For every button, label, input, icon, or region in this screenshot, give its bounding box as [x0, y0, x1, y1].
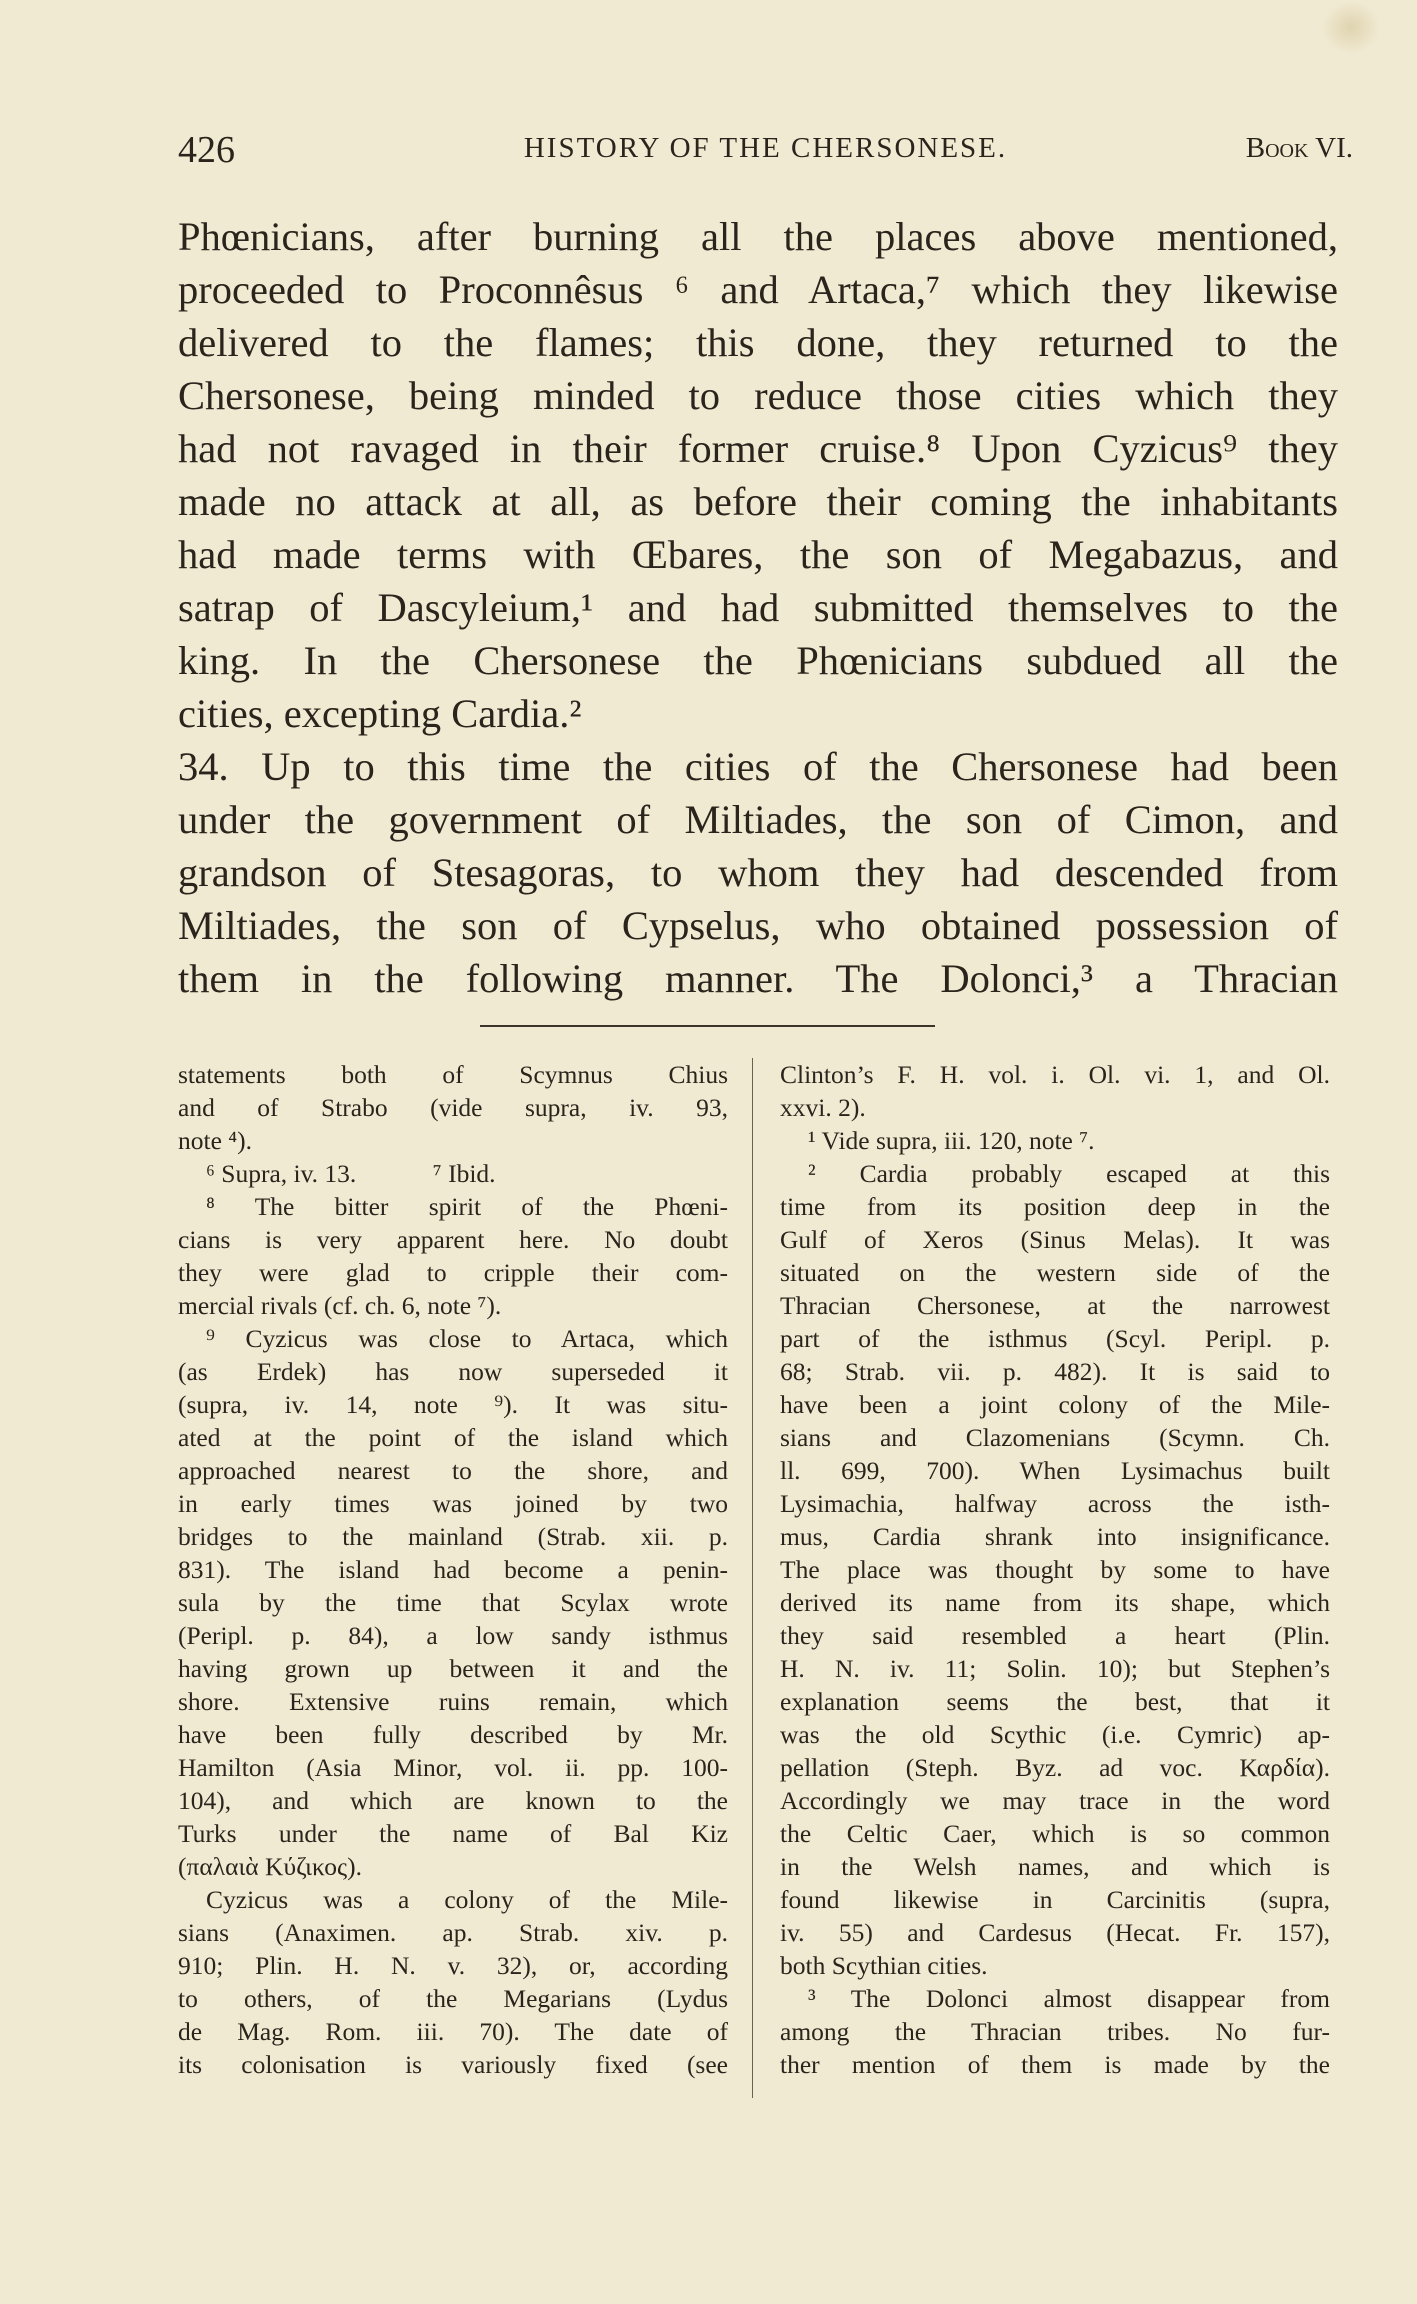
footnote-line: having grown up between it and the	[178, 1654, 728, 1683]
footnote-line: ² Cardia probably escaped at this	[808, 1159, 1330, 1188]
footnote-line: explanation seems the best, that it	[780, 1687, 1330, 1716]
footnote-line: found likewise in Carcinitis (supra,	[780, 1885, 1330, 1914]
footnote-line: its colonisation is variously fixed (see	[178, 2050, 728, 2079]
footnotes-right-column	[780, 1058, 1330, 2081]
footnote-rule	[480, 1025, 935, 1027]
footnote-line: Gulf of Xeros (Sinus Melas). It was	[780, 1225, 1330, 1254]
footnote-line: have been fully described by Mr.	[178, 1720, 728, 1749]
footnote-line: sula by the time that Scylax wrote	[178, 1588, 728, 1617]
footnote-line: in the Welsh names, and which is	[780, 1852, 1330, 1881]
main-text-line: proceeded to Proconnêsus ⁶ and Artaca,⁷ which they likewise	[178, 267, 1338, 312]
footnote-line: mus, Cardia shrank into insignificance.	[780, 1522, 1330, 1551]
footnote-line: Cyzicus was a colony of the Mile-	[206, 1885, 728, 1914]
main-text-line: 34. Up to this time the cities of the Chersonese had been	[178, 744, 1338, 789]
page-stain	[1321, 0, 1381, 55]
footnote-line: both Scythian cities.	[780, 1951, 988, 1980]
footnote-line: The place was thought by some to have	[780, 1555, 1330, 1584]
footnote-line: ll. 699, 700). When Lysimachus built	[780, 1456, 1330, 1485]
footnote-line: they were glad to cripple their com-	[178, 1258, 728, 1287]
footnote-line: ³ The Dolonci almost disappear from	[808, 1984, 1330, 2013]
footnote-line: they said resembled a heart (Plin.	[780, 1621, 1330, 1650]
footnote-line: derived its name from its shape, which	[780, 1588, 1330, 1617]
footnote-line: shore. Extensive ruins remain, which	[178, 1687, 728, 1716]
footnote-line: pellation (Steph. Byz. ad voc. Καρδία).	[780, 1753, 1330, 1782]
footnote-line: ⁹ Cyzicus was close to Artaca, which	[206, 1324, 728, 1353]
main-text-line: under the government of Miltiades, the son of Cimon, and	[178, 797, 1338, 842]
running-header	[178, 128, 1353, 172]
column-divider	[752, 1058, 753, 2098]
footnote-line: Clinton’s F. H. vol. i. Ol. vi. 1, and Ol.	[780, 1060, 1330, 1089]
footnote-line: to others, of the Megarians (Lydus	[178, 1984, 728, 2013]
main-text	[178, 210, 1338, 1005]
footnote-line: Thracian Chersonese, at the narrowest	[780, 1291, 1330, 1320]
main-text-line: king. In the Chersonese the Phœnicians subdued all the	[178, 638, 1338, 683]
footnotes-left-column	[178, 1058, 728, 2081]
footnote-line: ¹ Vide supra, iii. 120, note ⁷.	[808, 1126, 1095, 1155]
footnote-line: Hamilton (Asia Minor, vol. ii. pp. 100-	[178, 1753, 728, 1782]
footnote-line: 831). The island had become a penin-	[178, 1555, 728, 1584]
footnote-line: ther mention of them is made by the	[780, 2050, 1330, 2079]
main-text-line: grandson of Stesagoras, to whom they had descended from	[178, 850, 1338, 895]
main-text-line: delivered to the flames; this done, they returned to the	[178, 320, 1338, 365]
footnote-line: note ⁴).	[178, 1126, 253, 1155]
footnote-line: 910; Plin. H. N. v. 32), or, according	[178, 1951, 728, 1980]
footnote-line: in early times was joined by two	[178, 1489, 728, 1518]
main-text-line: Chersonese, being minded to reduce those cities which they	[178, 373, 1338, 418]
footnote-line: ated at the point of the island which	[178, 1423, 728, 1452]
footnote-line: sians (Anaximen. ap. Strab. xiv. p.	[178, 1918, 728, 1947]
main-text-line: them in the following manner. The Dolonci,³ a Thracian	[178, 956, 1338, 1001]
footnote-line: (παλαιὰ Κύζικος).	[178, 1852, 363, 1881]
main-text-line: satrap of Dascyleium,¹ and had submitted themselves to the	[178, 585, 1338, 630]
footnote-line: (Peripl. p. 84), a low sandy isthmus	[178, 1621, 728, 1650]
running-title: HISTORY OF THE CHERSONESE.	[523, 132, 1008, 164]
footnote-line: among the Thracian tribes. No fur-	[780, 2017, 1330, 2046]
footnote-line: xxvi. 2).	[780, 1093, 866, 1122]
footnote-line: have been a joint colony of the Mile-	[780, 1390, 1330, 1419]
footnote-line: de Mag. Rom. iii. 70). The date of	[178, 2017, 728, 2046]
footnote-line: Accordingly we may trace in the word	[780, 1786, 1330, 1815]
footnote-line: 68; Strab. vii. p. 482). It is said to	[780, 1357, 1330, 1386]
footnote-line: bridges to the mainland (Strab. xii. p.	[178, 1522, 728, 1551]
footnote-line: time from its position deep in the	[780, 1192, 1330, 1221]
footnote-line: ⁶ Supra, iv. 13. ⁷ Ibid.	[206, 1159, 496, 1188]
footnote-line: approached nearest to the shore, and	[178, 1456, 728, 1485]
footnote-line: Lysimachia, halfway across the isth-	[780, 1489, 1330, 1518]
footnote-line: sians and Clazomenians (Scymn. Ch.	[780, 1423, 1330, 1452]
footnote-line: statements both of Scymnus Chius	[178, 1060, 728, 1089]
main-text-line: Phœnicians, after burning all the places above mentioned,	[178, 214, 1338, 259]
footnote-line: (supra, iv. 14, note ⁹). It was situ-	[178, 1390, 728, 1419]
footnote-line: and of Strabo (vide supra, iv. 93,	[178, 1093, 728, 1122]
book-label: Book VI.	[1245, 132, 1353, 164]
footnote-line: the Celtic Caer, which is so common	[780, 1819, 1330, 1848]
footnote-line: iv. 55) and Cardesus (Hecat. Fr. 157),	[780, 1918, 1330, 1947]
footnote-line: ⁸ The bitter spirit of the Phœni-	[206, 1192, 728, 1221]
footnote-line: cians is very apparent here. No doubt	[178, 1225, 728, 1254]
main-text-line: had made terms with Œbares, the son of Megabazus, and	[178, 532, 1338, 577]
footnote-line: (as Erdek) has now superseded it	[178, 1357, 728, 1386]
footnote-line: part of the isthmus (Scyl. Peripl. p.	[780, 1324, 1330, 1353]
main-text-line: made no attack at all, as before their coming the inhabitants	[178, 479, 1338, 524]
footnote-line: mercial rivals (cf. ch. 6, note ⁷).	[178, 1291, 502, 1320]
main-text-line: Miltiades, the son of Cypselus, who obtained possession of	[178, 903, 1338, 948]
footnote-line: 104), and which are known to the	[178, 1786, 728, 1815]
main-text-line: had not ravaged in their former cruise.⁸ Upon Cyzicus⁹ they	[178, 426, 1338, 471]
footnote-line: situated on the western side of the	[780, 1258, 1330, 1287]
footnote-line: Turks under the name of Bal Kiz	[178, 1819, 728, 1848]
footnote-line: H. N. iv. 11; Solin. 10); but Stephen’s	[780, 1654, 1330, 1683]
footnote-line: was the old Scythic (i.e. Cymric) ap-	[780, 1720, 1330, 1749]
page-number: 426	[178, 129, 235, 171]
main-text-line: cities, excepting Cardia.²	[178, 691, 582, 736]
